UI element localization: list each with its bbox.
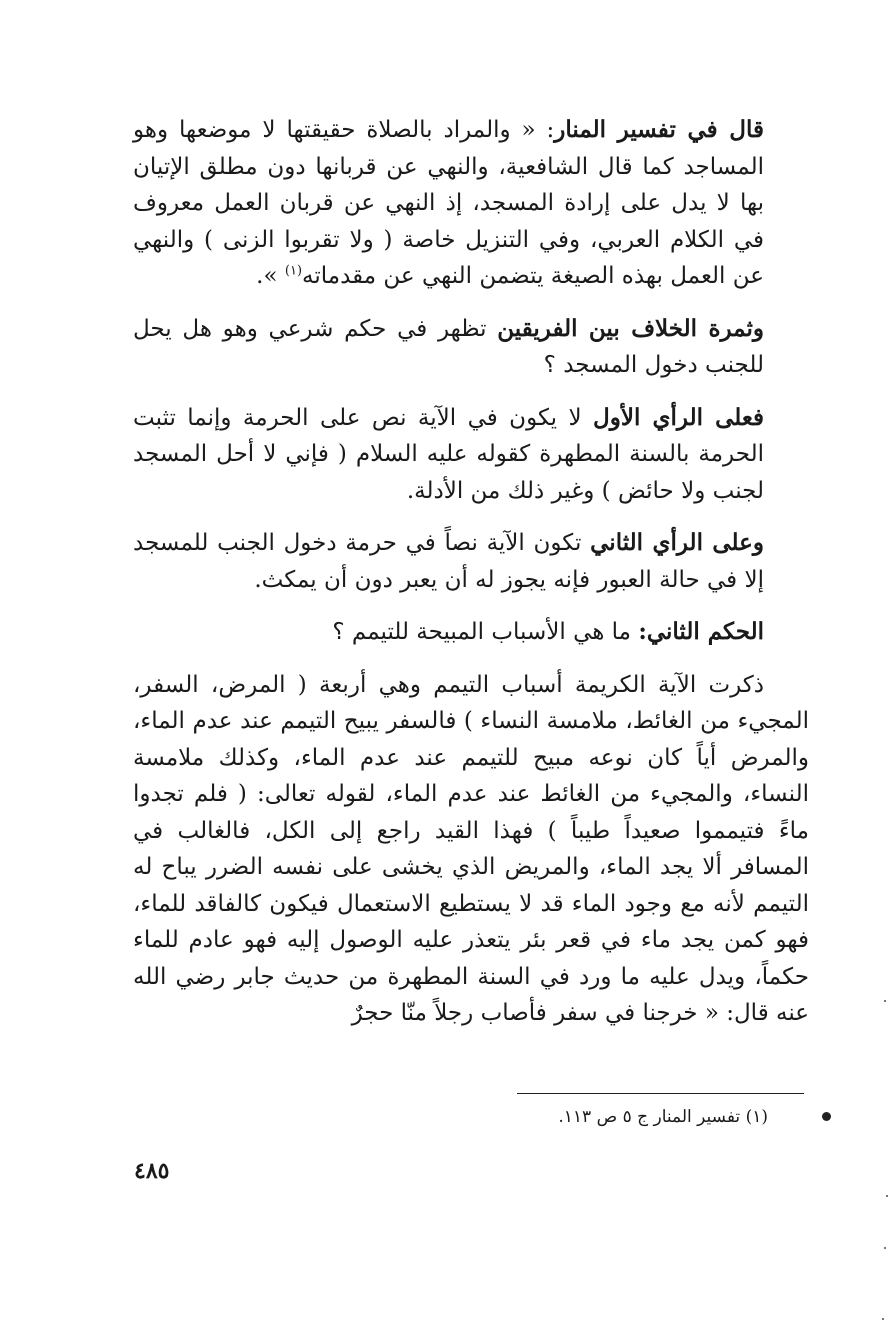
- paragraph-body: تظهر في حكم شرعي وهو هل يحل للجنب دخول المسجد ؟: [133, 315, 764, 378]
- footnote-marker: (١): [745, 1107, 768, 1127]
- paragraph-lead: وثمرة الخلاف بين الفريقين: [497, 314, 764, 342]
- paragraph-body: تكون الآية نصاً في حرمة دخول الجنب للمسجد إلا في حالة العبور فإنه يجوز له أن يعبر دون أن يمكث.: [133, 530, 764, 593]
- paragraph-tafsir-quote: [133, 112, 809, 295]
- paragraph-dispute-outcome: [133, 311, 809, 384]
- margin-dot-mark: [822, 1112, 831, 1121]
- paragraph-second-opinion: [133, 525, 809, 598]
- page-number: ٤٨٥: [134, 1158, 170, 1184]
- footnote-text: تفسير المنار ج ٥ ص ١١٣.: [558, 1107, 741, 1127]
- heading-label: الحكم الثاني:: [638, 618, 764, 645]
- footnote-reference: (١): [284, 263, 303, 279]
- footnote: [558, 1104, 768, 1130]
- paragraph-body: لا يكون في الآية نص على الحرمة وإنما تثبت الحرمة بالسنة المطهرة كقوله عليه السلام ( فإني لا أحل المسجد لجنب ولا حائض ) وغير ذلك من الأدلة.: [133, 404, 764, 504]
- paragraph-body: : « والمراد بالصلاة حقيقتها لا موضعها وهو المساجد كما قال الشافعية، والنهي عن قربانها دون مطلق الإتيان بها لا يدل على إرادة المسجد، إذ النهي عن قربان العمل معروف في الكلام العربي، وفي التنزيل خاصة ( ولا تقربوا الزنى ) والنهي عن العمل بهذه الصيغة يتضمن النهي عن مقدماته: [133, 117, 764, 289]
- section-heading-second-ruling: [133, 614, 809, 651]
- paragraph-lead: فعلى الرأي الأول: [593, 403, 764, 431]
- footnote-divider: [517, 1093, 804, 1094]
- main-text: [133, 112, 809, 1048]
- paragraph-lead: وعلى الرأي الثاني: [590, 529, 764, 556]
- heading-question: ما هي الأسباب المبيحة للتيمم ؟: [332, 619, 639, 645]
- quote-close: ».: [256, 263, 285, 289]
- paragraph-body: ذكرت الآية الكريمة أسباب التيمم وهي أربعة ( المرض، السفر، المجيء من الغائط، ملامسة النساء ) فالسفر يبيح التيمم عند عدم الماء، والمرض أياً كان نوعه مبيح للتيمم عند عدم الماء، وكذلك ملامسة النساء، والمجيء من الغائط عند عدم الماء، لقوله تعالى: ( فلم تجدوا ماءً فتيمموا صعيداً طيباً ) فهذا القيد راجع إلى الكل، فالغالب في المسافر ألا يجد الماء، والمريض الذي يخشى على نفسه الضرر يباح له التيمم لأنه مع وجود الماء قد لا يستطيع الاستعمال فيكون كالفاقد للماء، فهو كمن يجد ماء في قعر بئر يتعذر عليه الوصول إليه فهو عادم للماء حكماً، ويدل عليه ما ورد في السنة المطهرة من حديث جابر رضي الله عنه قال: « خرجنا في سفر فأصاب رجلاً منّا حجرٌ: [133, 671, 809, 1026]
- scan-speck: [884, 1000, 886, 1002]
- scan-speck: [882, 1318, 884, 1320]
- paragraph-tayammum-causes: [133, 667, 809, 1032]
- scan-speck: [886, 1195, 888, 1197]
- paragraph-lead: قال في تفسير المنار: [554, 116, 764, 143]
- scan-speck: [884, 1247, 886, 1249]
- paragraph-first-opinion: [133, 400, 809, 510]
